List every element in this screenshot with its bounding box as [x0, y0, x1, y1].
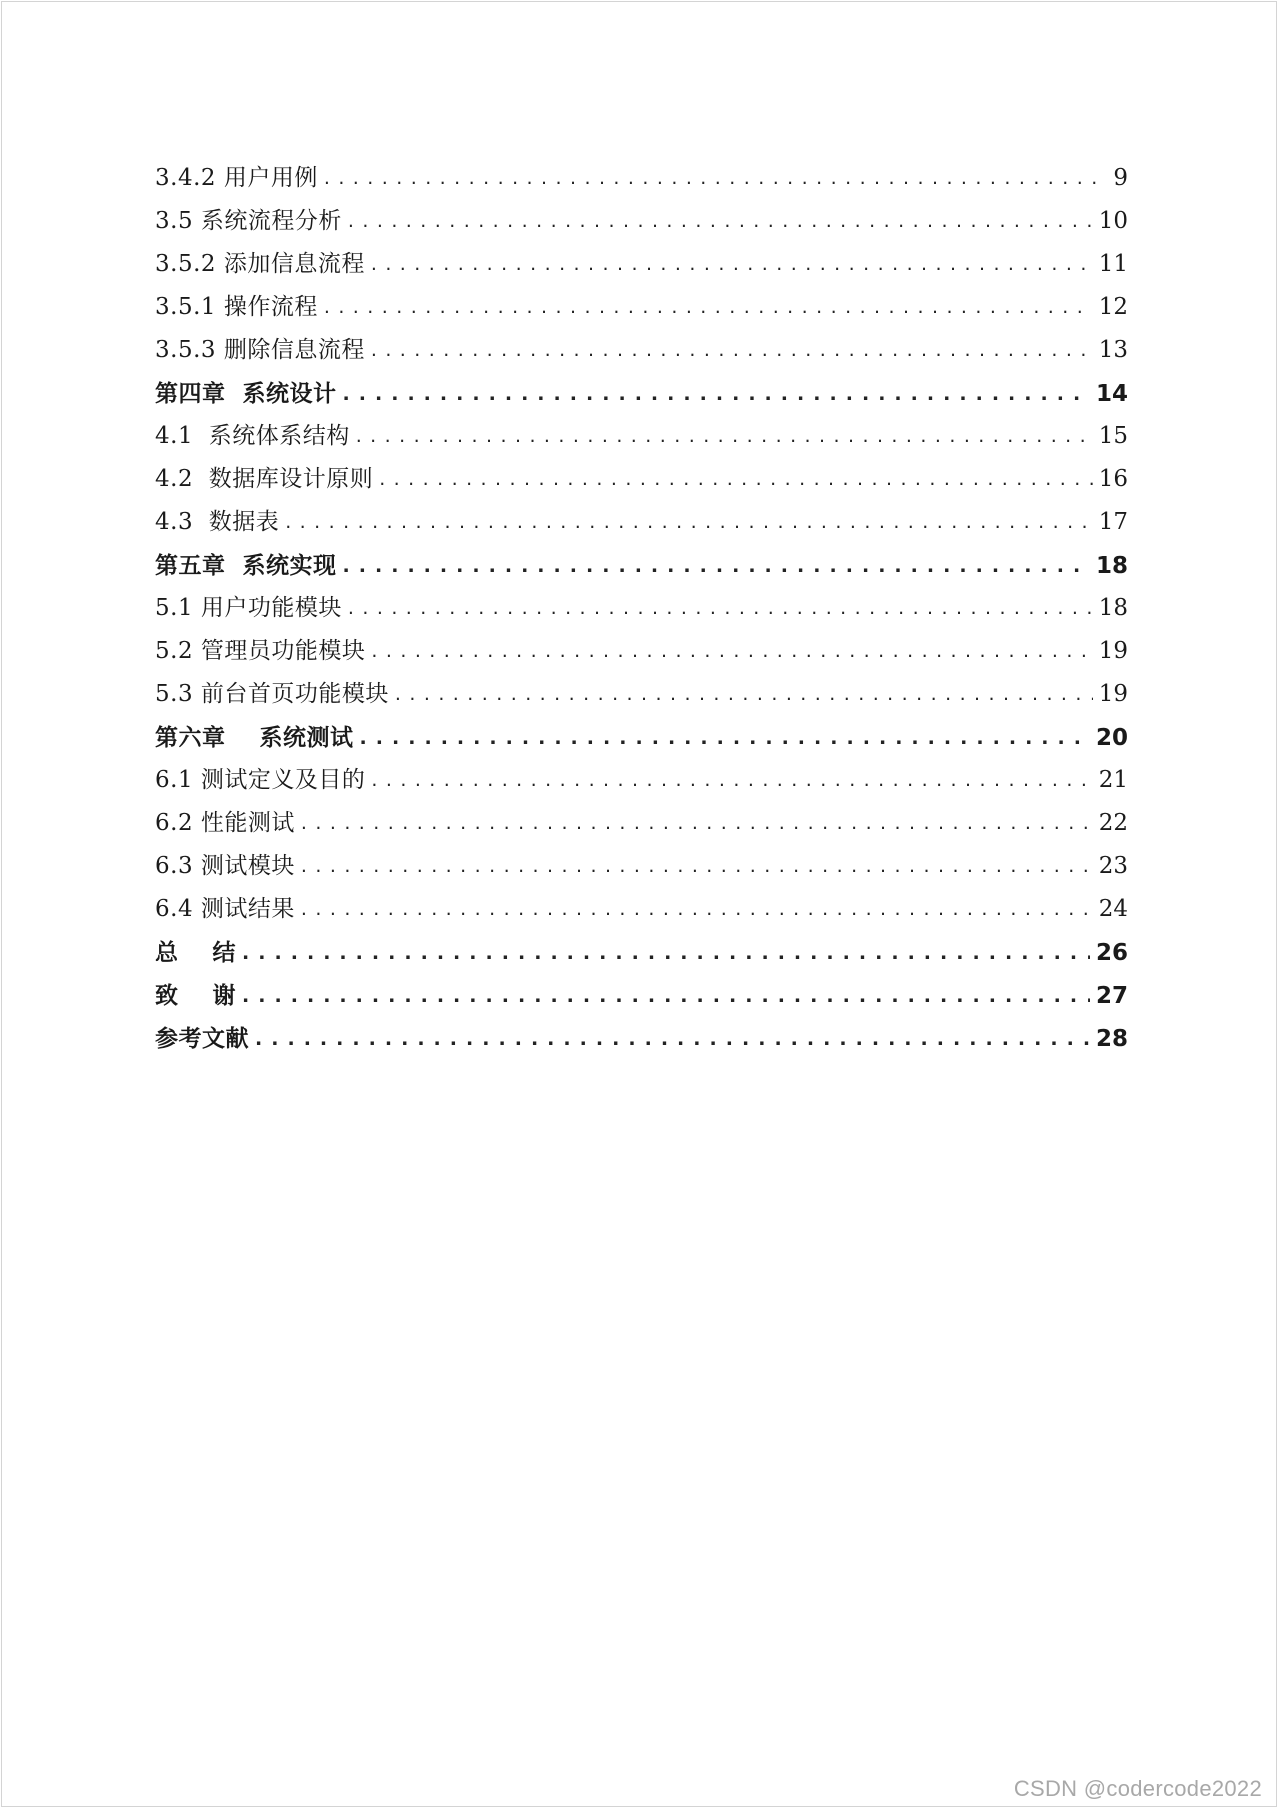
- toc-page-number: 21: [1098, 767, 1128, 793]
- toc-dot-leader: [371, 243, 1093, 286]
- toc-section-entry[interactable]: [155, 630, 1128, 673]
- toc-page-number: 23: [1098, 853, 1128, 879]
- toc-page-number: 28: [1095, 1026, 1128, 1052]
- toc-chapter-entry[interactable]: [155, 931, 1128, 974]
- toc-section-entry[interactable]: [155, 759, 1128, 802]
- table-of-contents: [155, 157, 1128, 1060]
- toc-entry-title: 4.3 数据表: [155, 509, 280, 535]
- toc-entry-title: 4.2 数据库设计原则: [155, 466, 374, 492]
- toc-entry-title: 总 结: [155, 939, 237, 966]
- toc-entry-title: 5.3 前台首页功能模块: [155, 681, 389, 707]
- toc-page-number: 17: [1098, 509, 1128, 535]
- toc-page-number: 9: [1113, 165, 1128, 191]
- toc-section-entry[interactable]: [155, 329, 1128, 372]
- toc-dot-leader: [343, 545, 1090, 588]
- toc-page-number: 24: [1098, 896, 1128, 922]
- toc-dot-leader: [371, 329, 1093, 372]
- toc-dot-leader: [360, 717, 1090, 760]
- toc-section-entry[interactable]: [155, 200, 1128, 243]
- toc-entry-title: 4.1 系统体系结构: [155, 423, 350, 449]
- toc-dot-leader: [356, 415, 1093, 458]
- toc-page-number: 19: [1098, 638, 1128, 664]
- toc-dot-leader: [348, 587, 1093, 630]
- toc-page-number: 12: [1098, 294, 1128, 320]
- toc-dot-leader: [371, 630, 1092, 673]
- toc-dot-leader: [285, 501, 1093, 544]
- toc-section-entry[interactable]: [155, 286, 1128, 329]
- toc-page-number: 14: [1095, 381, 1128, 407]
- toc-page-number: 10: [1098, 208, 1128, 234]
- toc-page-number: 19: [1098, 681, 1128, 707]
- toc-dot-leader: [242, 975, 1090, 1018]
- toc-page-number: 11: [1098, 251, 1128, 277]
- toc-entry-title: 参考文献: [155, 1025, 249, 1052]
- toc-entry-title: 3.4.2 用户用例: [155, 165, 318, 191]
- toc-entry-title: 6.2 性能测试: [155, 810, 295, 836]
- toc-section-entry[interactable]: [155, 157, 1128, 200]
- toc-dot-leader: [255, 1018, 1090, 1061]
- toc-page-number: 16: [1098, 466, 1128, 492]
- toc-section-entry[interactable]: [155, 888, 1128, 931]
- toc-dot-leader: [395, 673, 1093, 716]
- toc-page-number: 18: [1095, 553, 1128, 579]
- toc-entry-title: 第五章 系统实现: [155, 552, 337, 579]
- toc-section-entry[interactable]: [155, 243, 1128, 286]
- toc-entry-title: 第四章 系统设计: [155, 380, 337, 407]
- toc-entry-title: 第六章 系统测试: [155, 724, 354, 751]
- toc-entry-title: 3.5.1 操作流程: [155, 294, 318, 320]
- toc-dot-leader: [301, 888, 1093, 931]
- toc-dot-leader: [379, 458, 1093, 501]
- watermark: CSDN @codercode2022: [1013, 1776, 1262, 1801]
- toc-entry-title: 致 谢: [155, 982, 237, 1009]
- toc-dot-leader: [242, 932, 1090, 975]
- toc-chapter-entry[interactable]: [155, 974, 1128, 1017]
- toc-entry-title: 6.4 测试结果: [155, 896, 295, 922]
- toc-section-entry[interactable]: [155, 587, 1128, 630]
- toc-chapter-entry[interactable]: [155, 1017, 1128, 1060]
- toc-entry-title: 3.5.3 删除信息流程: [155, 337, 365, 363]
- toc-chapter-entry[interactable]: [155, 372, 1128, 415]
- toc-section-entry[interactable]: [155, 415, 1128, 458]
- toc-dot-leader: [348, 200, 1093, 243]
- toc-page-number: 13: [1098, 337, 1128, 363]
- toc-page-number: 18: [1098, 595, 1128, 621]
- toc-section-entry[interactable]: [155, 501, 1128, 544]
- toc-entry-title: 5.1 用户功能模块: [155, 595, 342, 621]
- toc-page-number: 20: [1095, 725, 1128, 751]
- toc-page-number: 22: [1098, 810, 1128, 836]
- toc-entry-title: 3.5 系统流程分析: [155, 208, 342, 234]
- toc-chapter-entry[interactable]: [155, 544, 1128, 587]
- toc-page-number: 26: [1095, 940, 1128, 966]
- toc-entry-title: 6.1 测试定义及目的: [155, 767, 366, 793]
- toc-dot-leader: [343, 373, 1090, 416]
- toc-page-number: 15: [1098, 423, 1128, 449]
- toc-dot-leader: [324, 157, 1098, 200]
- toc-section-entry[interactable]: [155, 845, 1128, 888]
- toc-page-number: 27: [1095, 983, 1128, 1009]
- toc-section-entry[interactable]: [155, 458, 1128, 501]
- toc-section-entry[interactable]: [155, 673, 1128, 716]
- toc-dot-leader: [301, 802, 1093, 845]
- toc-entry-title: 3.5.2 添加信息流程: [155, 251, 365, 277]
- toc-entry-title: 5.2 管理员功能模块: [155, 638, 366, 664]
- toc-section-entry[interactable]: [155, 802, 1128, 845]
- toc-dot-leader: [371, 759, 1092, 802]
- toc-dot-leader: [301, 845, 1093, 888]
- toc-dot-leader: [324, 286, 1093, 329]
- toc-chapter-entry[interactable]: [155, 716, 1128, 759]
- toc-entry-title: 6.3 测试模块: [155, 853, 295, 879]
